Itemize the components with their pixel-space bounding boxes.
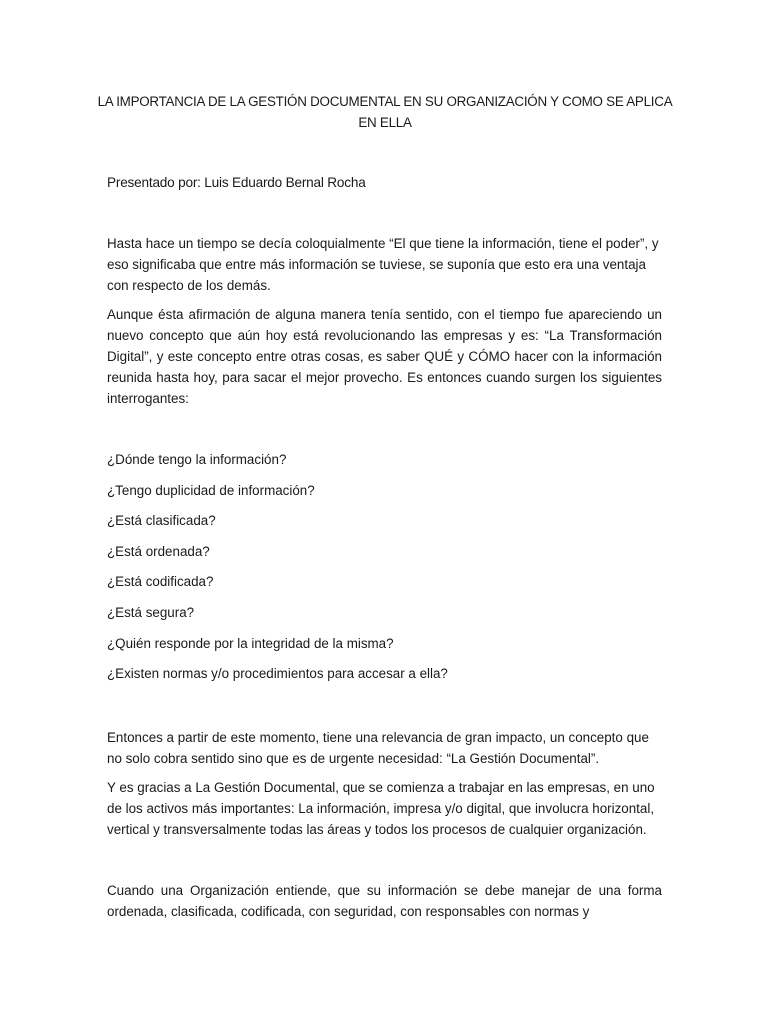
question-item: ¿Dónde tengo la información? — [107, 452, 287, 467]
question-item: ¿Está clasificada? — [107, 513, 216, 528]
paragraph-4: Y es gracias a La Gestión Documental, que se comienza a trabajar en las empresas, en uno de los activos más importantes: La información, impresa y/o digital, que involucra horizontal, vertical y transversalmente todas las áreas y todos los procesos de cualquier organización. — [107, 780, 655, 837]
paragraph-3: Entonces a partir de este momento, tiene una relevancia de gran impacto, un concepto que no solo cobra sentido sino que es de urgente necesidad: “La Gestión Documental”. — [107, 730, 649, 766]
document-title: LA IMPORTANCIA DE LA GESTIÓN DOCUMENTAL EN SU ORGANIZACIÓN Y COMO SE APLICA EN ELLA — [97, 94, 673, 130]
author-line: Presentado por: Luis Eduardo Bernal Rocha — [107, 175, 366, 190]
paragraph-2: Aunque ésta afirmación de alguna manera tenía sentido, con el tiempo fue apareciendo un nuevo concepto que aún hoy está revolucionando las empresas y es: “La Transformación Digital”, y este concepto entre otras cosas, es saber QUÉ y CÓMO hacer con la información reunida hasta hoy, para sacar el mejor provecho. Es entonces cuando surgen los siguientes interrogantes: — [107, 307, 662, 406]
question-item: ¿Quién responde por la integridad de la misma? — [107, 636, 394, 651]
paragraph-5: Cuando una Organización entiende, que su información se debe manejar de una forma ordenada, clasificada, codificada, con seguridad, con responsables con normas y — [107, 883, 662, 919]
question-item: ¿Tengo duplicidad de información? — [107, 483, 315, 498]
paragraph-1: Hasta hace un tiempo se decía coloquialmente “El que tiene la información, tiene el poder”, y eso significaba que entre más información se tuviese, se suponía que esto era una ventaja con respecto de los demás. — [107, 236, 659, 293]
question-item: ¿Existen normas y/o procedimientos para accesar a ella? — [107, 666, 448, 681]
question-item: ¿Está ordenada? — [107, 544, 210, 559]
question-item: ¿Está codificada? — [107, 574, 214, 589]
question-item: ¿Está segura? — [107, 605, 195, 620]
